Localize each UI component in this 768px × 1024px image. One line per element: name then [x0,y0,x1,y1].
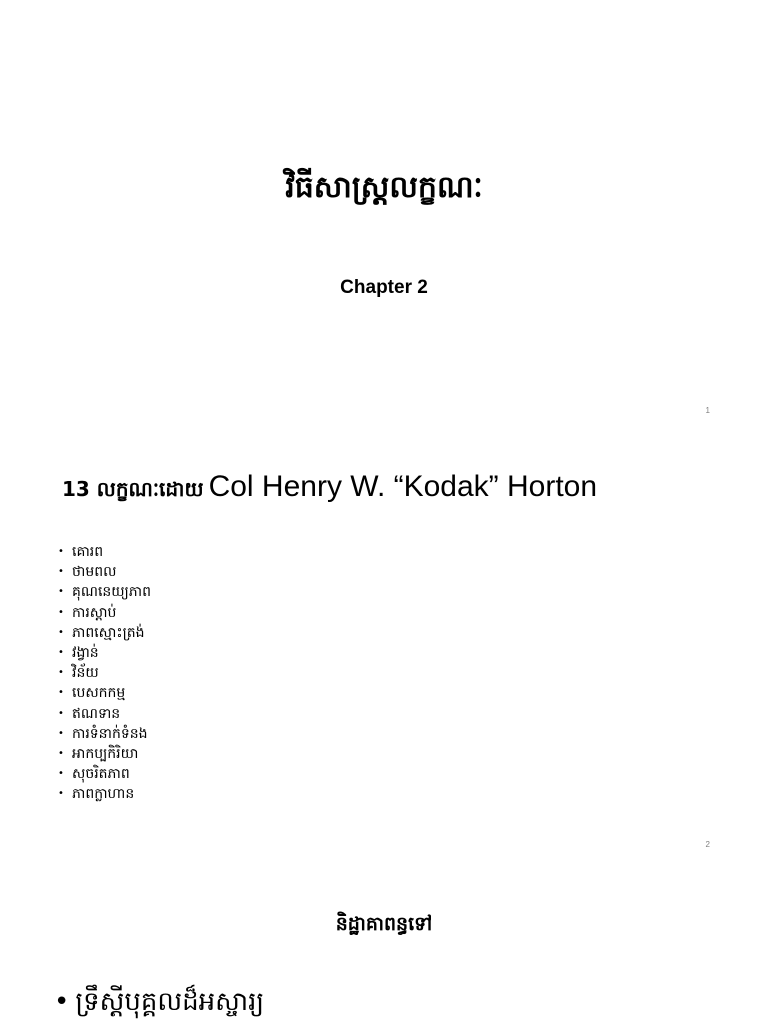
list-item-text: សុចរិតភាព [72,766,130,783]
slide-subtitle: Chapter 2 [340,277,428,298]
list-item-text: ការទំនាក់ទំនង [72,725,148,742]
bullet-icon: • [58,667,64,679]
bullet-icon: • [58,586,64,598]
slide-heading: និដ្ឋាគាពន្ធទៅ [335,913,433,935]
list-item [58,764,151,784]
list-item-text: បេសកកម្ម [72,685,126,702]
bullet-icon: • [58,566,64,578]
list-item [58,623,151,643]
list-item [58,582,151,602]
slide-heading [62,470,597,506]
list-item-text: គុណនេយ្យភាព [72,584,152,601]
bullet-icon: • [58,626,64,638]
heading-author-name: Col Henry W. “Kodak” Horton [208,470,598,503]
list-item [58,663,151,683]
slide-title: វិធីសាស្ត្រលក្ខណៈ [285,170,483,205]
slide-2 [0,426,768,856]
bullet-icon: • [58,707,64,719]
list-item [58,784,151,804]
list-item [58,542,151,562]
page-number: 2 [705,840,710,849]
list-item-text: វិន័យ [72,665,99,682]
bullet-icon: • [58,727,64,739]
list-item [58,562,151,582]
bullet-icon: • [58,788,64,800]
list-item-text: ភាពក្លាហាន [72,786,135,803]
bullet-icon: • [58,687,64,699]
list-item-text: អាកប្បកិរិយា [72,745,139,762]
list-item-text: គោរព [72,544,104,560]
list-item-text: ឥណទាន [72,705,121,722]
list-item-text: ទ្រឹស្តីបុគ្គលដ៏អស្ចារ្យ [75,987,265,1017]
list-item [54,984,264,1020]
bullet-icon: • [58,768,64,780]
trait-list [58,542,151,804]
slide-1 [0,0,768,426]
list-item-text: វង្វាន់ [72,644,99,661]
bullet-icon: • [58,747,64,759]
slide-3 [0,856,768,1024]
list-item-text: ថាមពល [72,564,117,581]
list-item [58,744,151,764]
list-item [58,683,151,703]
list-item [58,603,151,623]
bullet-icon: • [58,646,64,658]
bullet-icon: • [58,606,64,618]
list-item [58,704,151,724]
page-number: 1 [705,406,710,415]
list-item-text: ការស្តាប់ [72,604,117,621]
bullet-icon: • [58,546,64,557]
list-item-text: ភាពស្មោះត្រង់ [72,624,145,641]
bullet-icon: • [54,987,70,1017]
heading-khmer-text: 13 លក្ខណៈដោយ [62,477,204,501]
list-item [58,724,151,744]
list-item [58,643,151,663]
